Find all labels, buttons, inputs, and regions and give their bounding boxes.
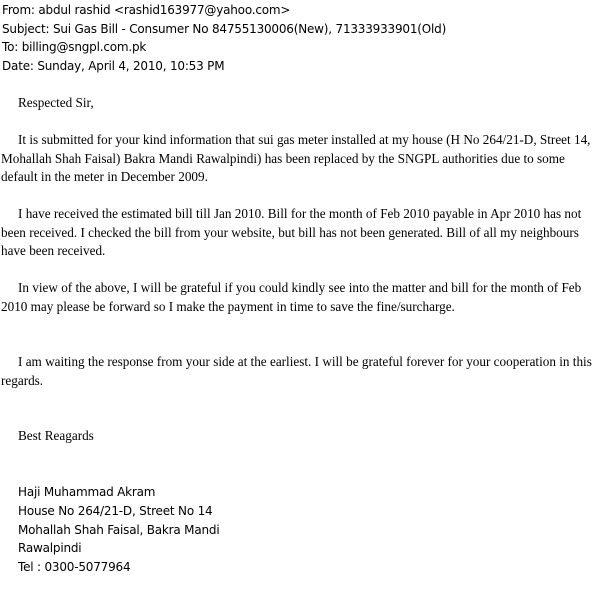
subject-value: Sui Gas Bill - Consumer No 84755130006(New), 71333933901(Old)	[52, 21, 447, 36]
paragraph-2: I have received the estimated bill till Jan 2010. Bill for the month of Feb 2010 payable in Apr 2010 has not been received. I checked the bill from your website, but bill has not been generated. Bill of all my neighbours have been received.	[1, 206, 582, 259]
date-line	[2, 57, 602, 76]
signature-block	[18, 483, 219, 577]
date-value: Sunday, April 4, 2010, 10:53 PM	[37, 58, 225, 73]
date-label: Date:	[2, 58, 34, 73]
signature-tel: Tel : 0300-5077964	[18, 560, 131, 575]
subject-line	[2, 20, 602, 39]
signature-address-line2: Mohallah Shah Faisal, Bakra Mandi	[18, 522, 220, 537]
email-header	[2, 1, 602, 75]
to-line	[2, 38, 602, 57]
to-label: To:	[2, 40, 19, 54]
to-value: billing@sngpl.com.pk	[21, 40, 147, 54]
closing: Best Reagards	[18, 428, 94, 443]
from-value: abdul rashid <rashid163977@yahoo.com>	[38, 3, 291, 17]
from-line	[2, 1, 602, 20]
signature-city: Rawalpindi	[18, 541, 82, 556]
from-label: From:	[2, 3, 35, 17]
subject-label: Subject:	[2, 21, 50, 36]
paragraph-4: I am waiting the response from your side at the earliest. I will be grateful forever for your cooperation in this regards.	[1, 354, 592, 388]
salutation: Respected Sir,	[18, 95, 94, 110]
paragraph-1: It is submitted for your kind information that sui gas meter installed at my house (H No 264/21-D, Street 14, Mohallah Shah Faisal) Bakra Mandi Rawalpindi) has been replaced by the SNGPL authorities due to some default in the meter in December 2009.	[1, 132, 591, 185]
signature-address-line1: House No 264/21-D, Street No 14	[18, 503, 213, 518]
paragraph-3: In view of the above, I will be grateful if you could kindly see into the matter and bill for the month of Feb 2010 may please be forward so I make the payment in time to save the fine/surcharge.	[1, 280, 582, 314]
signature-name: Haji Muhammad Akram	[18, 485, 156, 499]
